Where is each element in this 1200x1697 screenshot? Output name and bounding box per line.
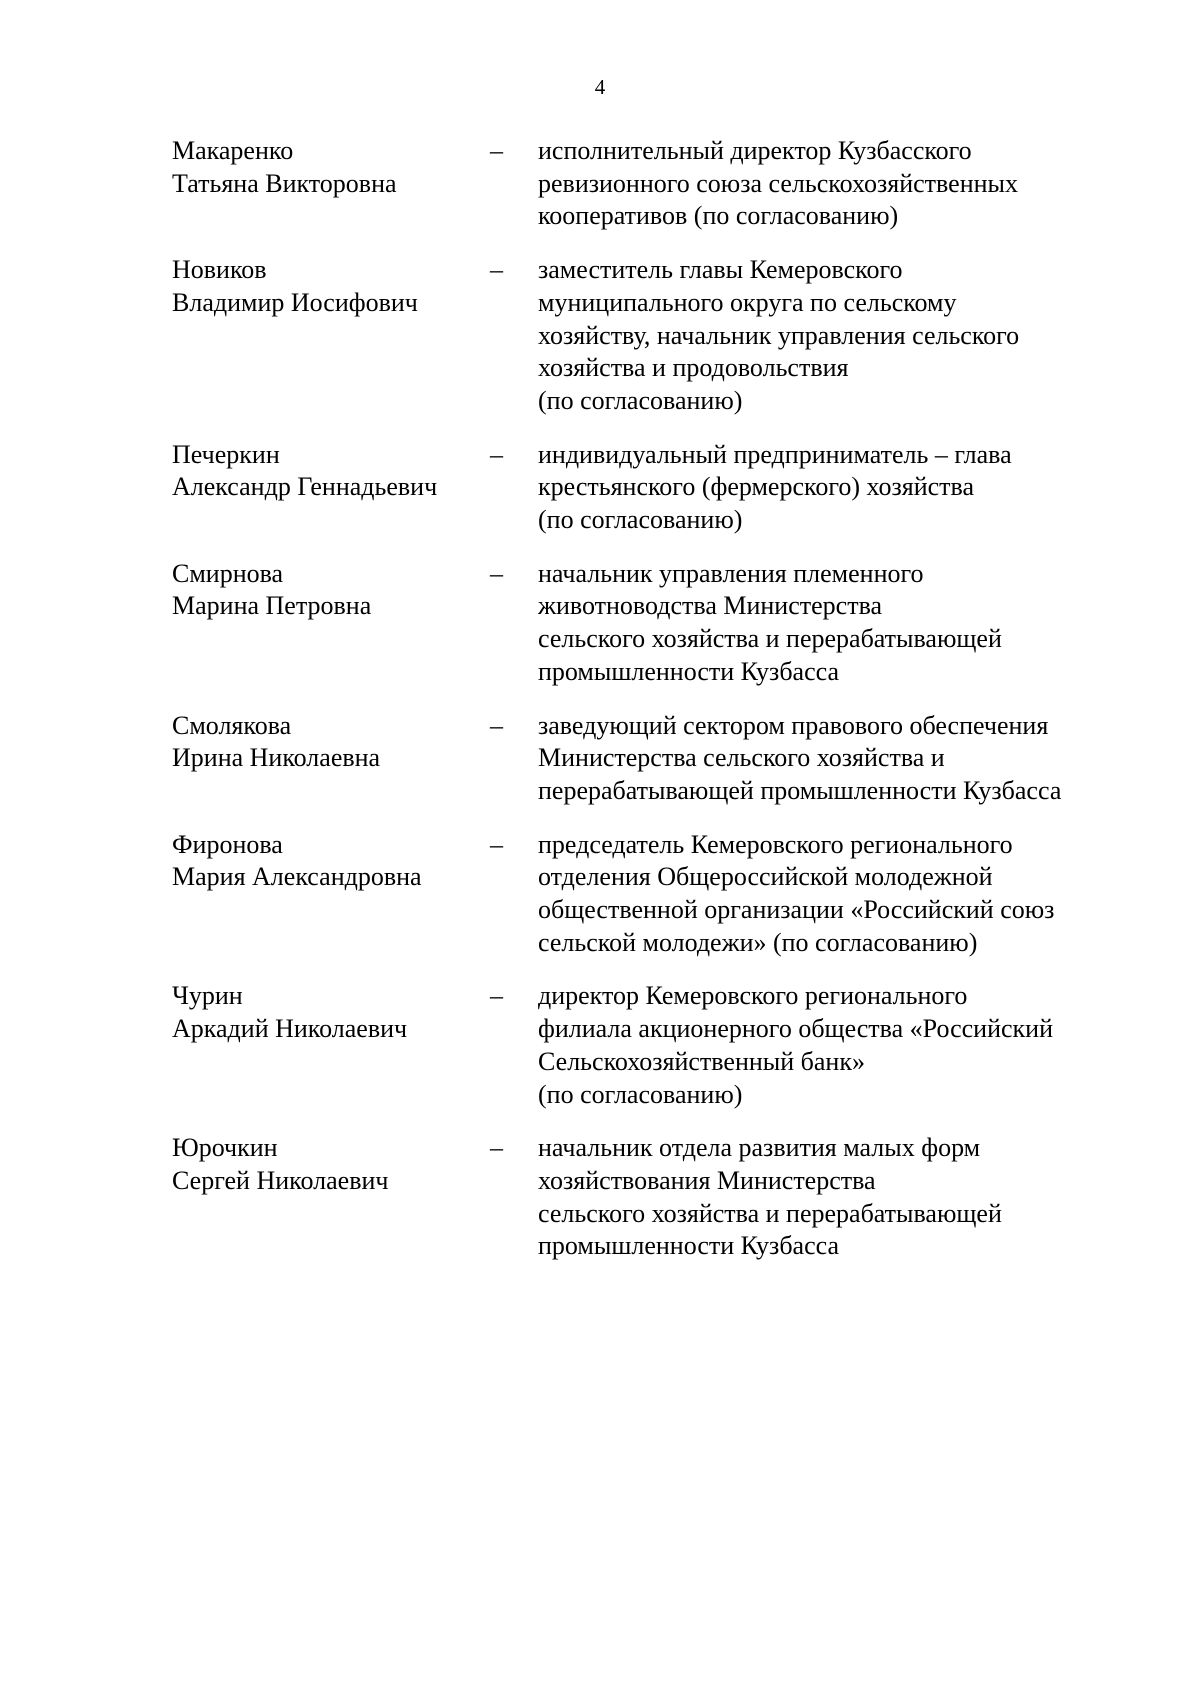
member-entry [172, 710, 1132, 808]
member-role [538, 980, 1132, 1111]
member-surname: Юрочкин [172, 1133, 278, 1163]
member-surname: Фиронова [172, 829, 283, 859]
member-role-line: Министерства сельского хозяйства и [538, 743, 945, 773]
member-role-line: общественной организации «Российский союз [538, 895, 1055, 925]
member-role [538, 710, 1132, 808]
member-name [172, 1132, 490, 1197]
page-number: 4 [594, 75, 606, 99]
member-role-line: исполнительный директор Кузбасского [538, 136, 972, 165]
member-role [538, 439, 1132, 537]
member-role-line: хозяйствования Министерства [538, 1165, 876, 1195]
member-name [172, 135, 490, 200]
member-role-line: начальник управления племенного [538, 558, 924, 588]
member-surname: Чурин [172, 981, 243, 1011]
member-role [538, 254, 1132, 418]
dash-separator: – [490, 710, 503, 740]
member-name [172, 439, 490, 504]
member-role-line: отделения Общероссийской молодежной [538, 862, 993, 892]
member-surname: Печеркин [172, 439, 280, 469]
member-given-names: Марина Петровна [172, 591, 372, 621]
member-entry [172, 829, 1132, 960]
dash-separator: – [490, 136, 503, 165]
member-role-line: промышленности Кузбасса [538, 656, 840, 686]
member-given-names: Сергей Николаевич [172, 1165, 389, 1195]
member-role [538, 558, 1132, 689]
member-given-names: Владимир Иосифович [172, 287, 418, 317]
member-given-names: Аркадий Николаевич [172, 1014, 408, 1044]
member-role-line: (по согласованию) [538, 385, 743, 415]
member-role-line: сельского хозяйства и перерабатывающей [538, 624, 1002, 654]
dash-separator: – [490, 829, 503, 859]
member-role-line: промышленности Кузбасса [538, 1231, 840, 1261]
member-role-line: заместитель главы Кемеровского [538, 255, 903, 285]
member-name [172, 829, 490, 894]
member-role [538, 829, 1132, 960]
member-surname: Макаренко [172, 136, 294, 165]
member-given-names: Татьяна Викторовна [172, 168, 397, 198]
member-role-line: хозяйства и продовольствия [538, 353, 849, 383]
member-name [172, 980, 490, 1045]
member-name [172, 710, 490, 775]
member-surname: Смирнова [172, 558, 284, 588]
member-entry [172, 439, 1132, 537]
member-role-line: индивидуальный предприниматель – глава [538, 439, 1012, 469]
member-role-line: ревизионного союза сельскохозяйственных [538, 168, 1018, 198]
dash-separator: – [490, 439, 503, 469]
member-role-line: крестьянского (фермерского) хозяйства [538, 472, 975, 502]
member-entry [172, 980, 1132, 1111]
member-entry [172, 558, 1132, 689]
member-role-line: филиала акционерного общества «Российский [538, 1014, 1053, 1044]
member-role-line: (по согласованию) [538, 505, 743, 535]
dash-separator: – [490, 255, 503, 285]
member-entry [172, 254, 1132, 418]
member-role-line: председатель Кемеровского регионального [538, 829, 1013, 859]
member-name [172, 558, 490, 623]
member-entry [172, 1132, 1132, 1263]
member-role-line: Сельскохозяйственный банк» [538, 1046, 865, 1076]
member-role-line: сельского хозяйства и перерабатывающей [538, 1198, 1002, 1228]
dash-separator: – [490, 981, 503, 1011]
member-entry [172, 135, 1132, 233]
member-role-line: начальник отдела развития малых форм [538, 1133, 981, 1163]
member-role-line: заведующий сектором правового обеспечения [538, 710, 1049, 740]
member-role-line: директор Кемеровского регионального [538, 981, 968, 1011]
member-role-line: сельской молодежи» (по согласованию) [538, 927, 978, 957]
dash-separator: – [490, 1133, 503, 1163]
member-role-line: перерабатывающей промышленности Кузбасса [538, 775, 1062, 805]
member-surname: Смолякова [172, 710, 292, 740]
dash-separator: – [490, 558, 503, 588]
member-role-line: хозяйству, начальник управления сельского [538, 320, 1020, 350]
member-given-names: Александр Геннадьевич [172, 472, 438, 502]
member-list [172, 135, 1132, 1284]
member-given-names: Мария Александровна [172, 862, 422, 892]
member-surname: Новиков [172, 255, 267, 285]
member-role-line: животноводства Министерства [538, 591, 883, 621]
member-role-line: кооперативов (по согласованию) [538, 201, 899, 231]
member-role-line: (по согласованию) [538, 1079, 743, 1109]
member-name [172, 254, 490, 319]
member-role-line: муниципального округа по сельскому [538, 287, 957, 317]
member-role [538, 135, 1132, 233]
member-given-names: Ирина Николаевна [172, 743, 381, 773]
member-role [538, 1132, 1132, 1263]
